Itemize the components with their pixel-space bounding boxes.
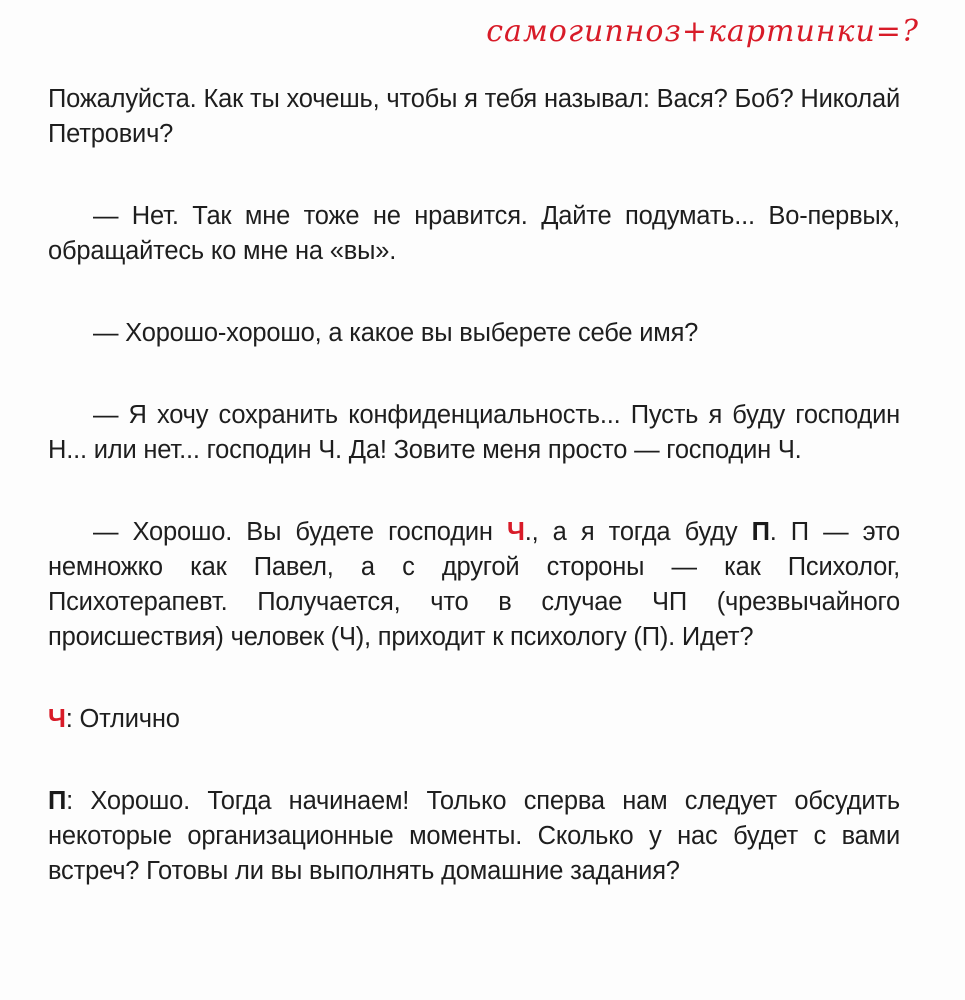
paragraph-5-part-1: — Хорошо. Вы будете господин bbox=[93, 518, 507, 546]
speaker-label-p: П bbox=[48, 787, 67, 815]
running-head: самогипноз+картинки=? bbox=[486, 14, 919, 49]
dialogue-line-ch bbox=[48, 702, 900, 737]
body-text bbox=[48, 82, 900, 936]
paragraph-5-part-2: ., а я тогда буду bbox=[524, 518, 752, 546]
paragraph-3: — Хорошо-хорошо, а какое вы выберете себе имя? bbox=[93, 319, 699, 347]
speaker-mark-p: П bbox=[751, 518, 770, 546]
dialogue-text-p: : Хорошо. Тогда начинаем! Только сперва нам следует обсудить некоторые организационные моменты. Сколько у нас будет с вами встреч? Готовы ли вы выполнять домашние задания? bbox=[48, 787, 900, 885]
speaker-mark-ch: Ч bbox=[507, 518, 525, 546]
dialogue-text-ch: : Отлично bbox=[65, 705, 180, 733]
paragraph-4: — Я хочу сохранить конфиденциальность... Пусть я буду господин Н... или нет... господин Ч. Да! Зовите меня просто — господин Ч. bbox=[48, 401, 900, 464]
paragraph-5 bbox=[48, 515, 900, 655]
dialogue-line-p bbox=[48, 784, 900, 889]
paragraph-2: — Нет. Так мне тоже не нравится. Дайте подумать... Во-первых, обращайтесь ко мне на «вы». bbox=[48, 202, 900, 265]
speaker-label-ch: Ч bbox=[48, 705, 66, 733]
paragraph-1: Пожалуйста. Как ты хочешь, чтобы я тебя называл: Вася? Боб? Николай Петрович? bbox=[48, 85, 900, 148]
paragraph-5-part-3: . П — это немножко как Павел, а с другой стороны — как Психолог, Психотерапевт. Получается, что в случае ЧП (чрезвычайного происшествия) человек (Ч), приходит к психологу (П). Идет? bbox=[48, 518, 900, 651]
